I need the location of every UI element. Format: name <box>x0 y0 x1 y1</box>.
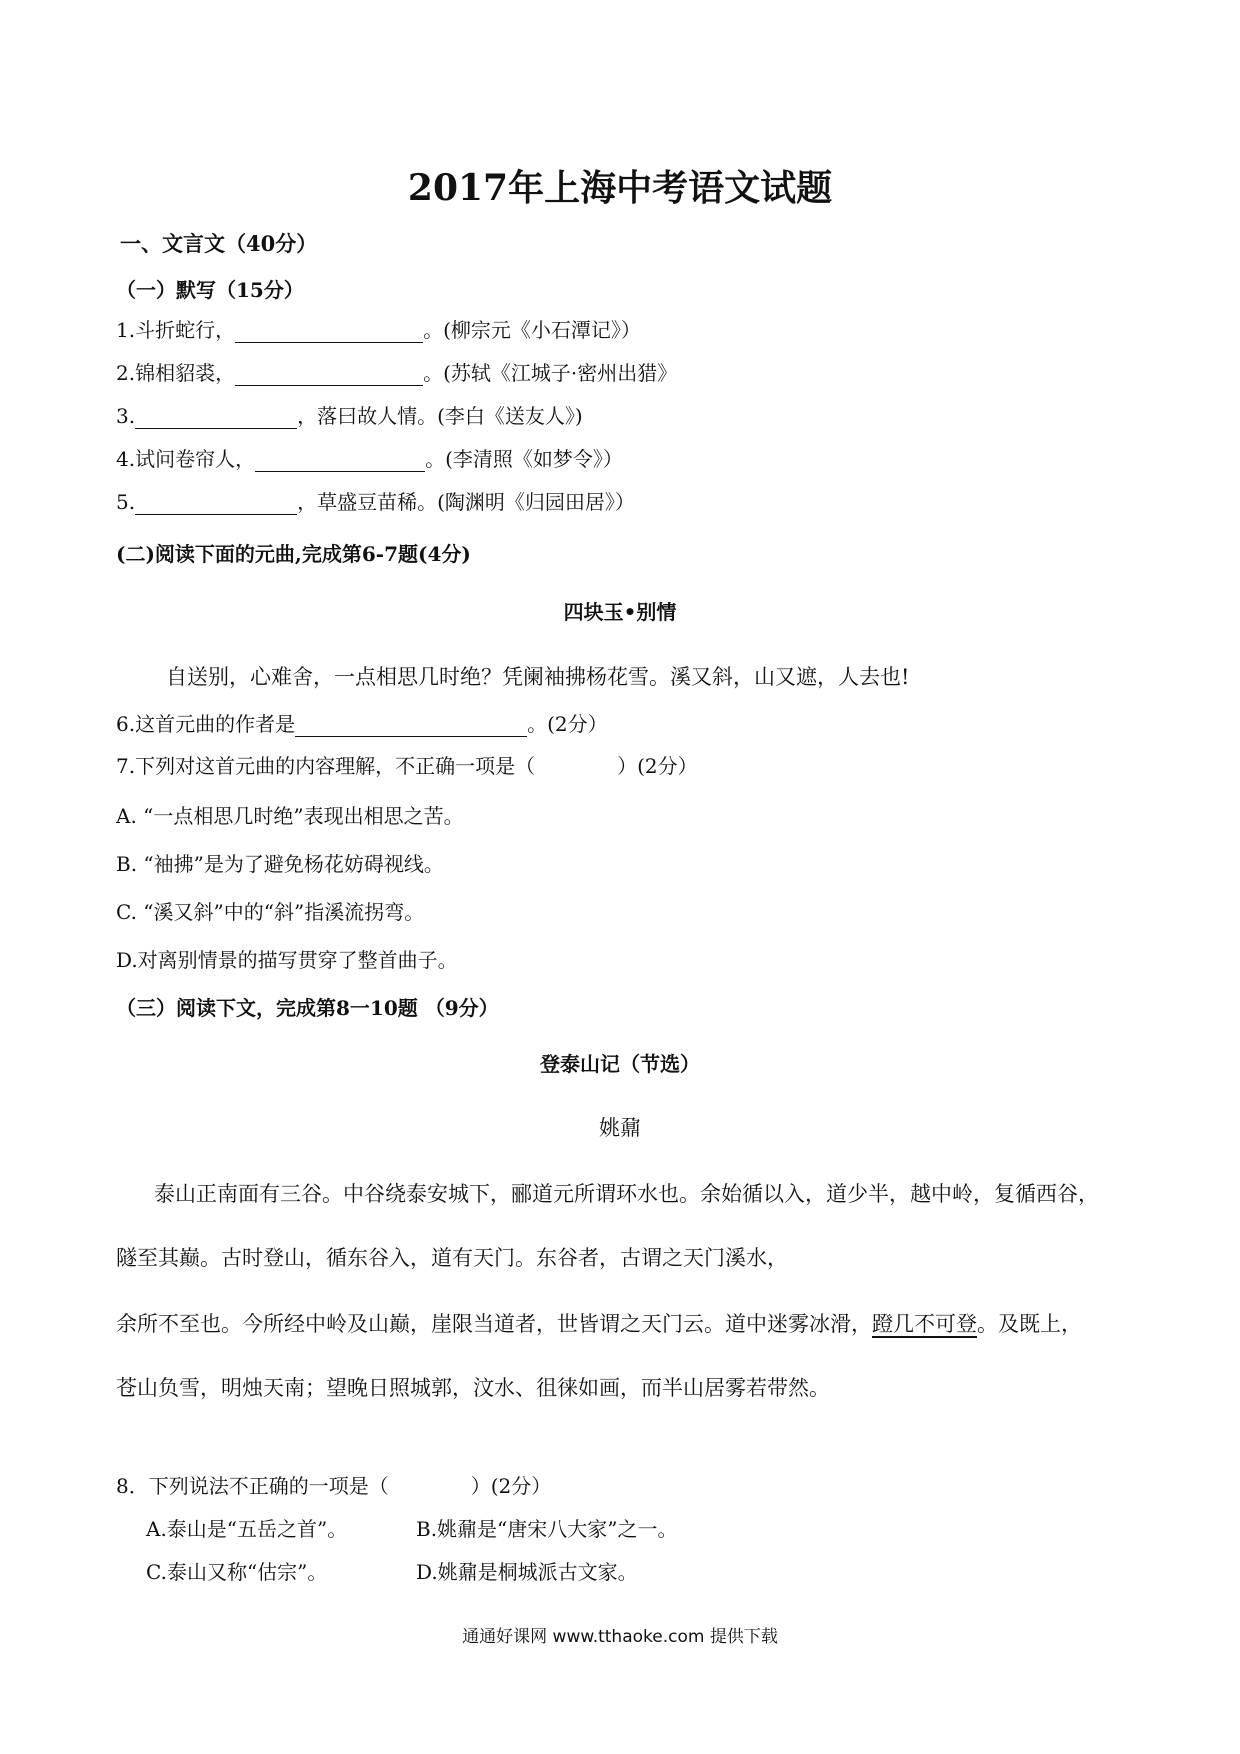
essay-title: 登泰山记（节选） <box>540 1052 700 1076</box>
essay-line-2: 隧至其巅。古时登山，循东谷入，道有天门。东谷者，古谓之天门溪水， <box>116 1246 788 1270</box>
essay-author: 姚鼐 <box>599 1116 641 1140</box>
answer-blank-5[interactable] <box>135 494 297 515</box>
part3-heading: （三）阅读下文，完成第8一10题 （9分） <box>116 996 499 1020</box>
q8-option-a: A.泰山是“五岳之首”。 <box>146 1517 348 1541</box>
option-d: D.对离别情景的描写贯穿了整首曲子。 <box>116 948 458 972</box>
answer-blank-3[interactable] <box>135 408 297 429</box>
part2-heading: (二)阅读下面的元曲,完成第6-7题(4分) <box>116 542 471 566</box>
answer-blank-6[interactable] <box>295 716 527 737</box>
underlined-phrase: 蹬几不可登 <box>872 1312 977 1336</box>
question-8: 8．下列说法不正确的一项是（ ）(2分） <box>116 1474 552 1498</box>
option-b: B. “袖拂”是为了避免杨花妨碍视线。 <box>116 852 444 876</box>
dictation-item-2: 2.锦相貂裘， 。(苏轼《江城子·密州出猎》 <box>116 361 678 385</box>
page-title: 2017年上海中考语文试题 <box>407 167 833 209</box>
answer-blank-2[interactable] <box>235 365 423 386</box>
essay-line-4: 苍山负雪，明烛天南；望晚日照城郭，汶水、徂徕如画，而半山居雾若带然。 <box>116 1376 830 1400</box>
dictation-item-5: 5. ，草盛豆苗稀。(陶渊明《归园田居》） <box>116 490 635 514</box>
q8-option-d: D.姚鼐是桐城派古文家。 <box>416 1560 638 1584</box>
option-a: A. “一点相思几时绝”表现出相思之苦。 <box>116 804 464 828</box>
footer-source: 通通好课网 www.tthaoke.com 提供下载 <box>462 1627 778 1647</box>
answer-blank-4[interactable] <box>255 451 425 472</box>
question-7: 7.下列对这首元曲的内容理解，不正确一项是（ ）(2分） <box>116 754 698 778</box>
poem-title: 四块玉•别情 <box>563 600 677 624</box>
option-c: C. “溪又斜”中的“斜”指溪流拐弯。 <box>116 900 425 924</box>
question-6: 6.这首元曲的作者是 。(2分） <box>116 712 608 736</box>
q8-option-c: C.泰山又称“估宗”。 <box>146 1560 328 1584</box>
q8-option-b: B.姚鼐是“唐宋八大家”之一。 <box>416 1517 678 1541</box>
dictation-item-4: 4.试问卷帘人， 。(李清照《如梦令》） <box>116 447 623 471</box>
essay-line-3: 余所不至也。今所经中岭及山巅，崖限当道者，世皆谓之天门云。道中迷雾冰滑，蹬几不可登。及既上， <box>116 1312 1082 1336</box>
answer-blank-1[interactable] <box>235 322 423 343</box>
section-heading-classical: 一、文言文（40分） <box>120 231 318 256</box>
part1-heading: （一）默写（15分） <box>116 278 304 302</box>
dictation-item-1: 1.斗折蛇行， 。(柳宗元《小石潭记》） <box>116 318 641 342</box>
essay-line-1: 泰山正南面有三谷。中谷绕泰安城下，郦道元所谓环水也。余始循以入，道少半，越中岭，复循西谷， <box>154 1182 1099 1206</box>
poem-text: 自送别，心难舍，一点相思几时绝？凭阑袖拂杨花雪。溪又斜，山又遮，人去也! <box>166 665 910 689</box>
dictation-item-3: 3. ，落曰故人情。(李白《送友人》) <box>116 404 583 428</box>
